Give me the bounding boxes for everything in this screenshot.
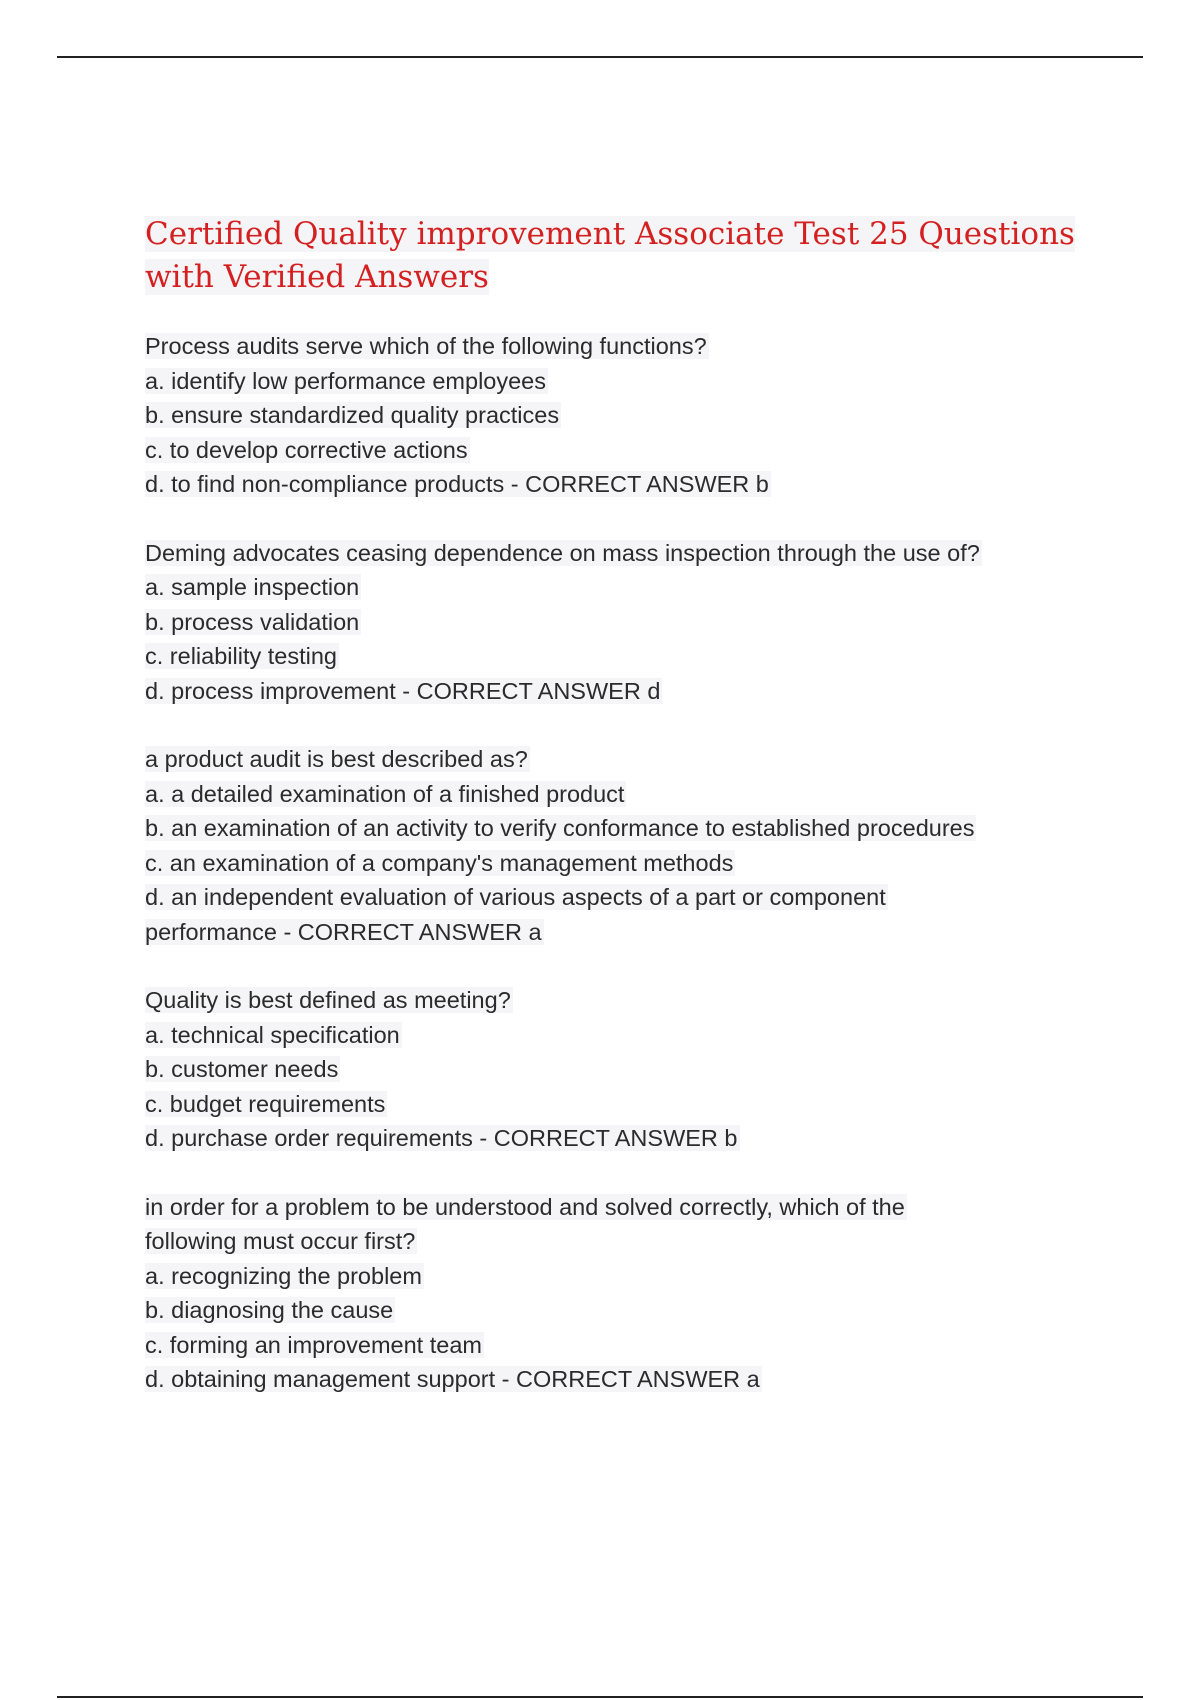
question-text: Deming advocates ceasing dependence on mass inspection through the use of? <box>145 539 980 566</box>
option-c: c. reliability testing <box>145 643 337 669</box>
option-a: a. technical specification <box>145 1021 400 1048</box>
option-a: a. identify low performance employees <box>145 367 547 394</box>
question-text: Quality is best defined as meeting? <box>145 987 511 1013</box>
option-c: c. forming an improvement team <box>145 1331 482 1358</box>
option-d-line-2-answer: performance - CORRECT ANSWER a <box>145 918 542 945</box>
document-title <box>145 213 1105 299</box>
option-a: a. sample inspection <box>145 574 360 600</box>
option-b: b. process validation <box>145 608 360 635</box>
option-c: c. budget requirements <box>145 1090 386 1117</box>
top-rule <box>57 56 1143 58</box>
question-block-2 <box>145 536 1105 709</box>
question-block-4 <box>145 983 1105 1156</box>
option-d-answer: d. to find non-compliance products - CORRECT ANSWER b <box>145 471 769 497</box>
title-line-1: Certified Quality improvement Associate Test 25 Questions <box>145 216 1075 252</box>
question-block-1 <box>145 329 1105 502</box>
option-b: b. ensure standardized quality practices <box>145 402 560 428</box>
option-d-answer: d. purchase order requirements - CORRECT ANSWER b <box>145 1125 738 1151</box>
option-a: a. recognizing the problem <box>145 1262 422 1289</box>
option-c: c. to develop corrective actions <box>145 436 468 463</box>
option-b: b. an examination of an activity to verify conformance to established procedures <box>145 815 975 841</box>
question-block-5 <box>145 1190 1105 1397</box>
option-d-answer: d. process improvement - CORRECT ANSWER d <box>145 677 661 704</box>
question-text: a product audit is best described as? <box>145 746 528 772</box>
option-b: b. customer needs <box>145 1056 339 1082</box>
page-content <box>145 213 1105 1431</box>
option-b: b. diagnosing the cause <box>145 1297 394 1323</box>
bottom-rule <box>57 1696 1143 1698</box>
question-block-3 <box>145 742 1105 949</box>
question-text: Process audits serve which of the following functions? <box>145 333 707 359</box>
question-text-line-2: following must occur first? <box>145 1228 416 1254</box>
option-c: c. an examination of a company's management methods <box>145 849 734 876</box>
option-d-answer: d. obtaining management support - CORRECT ANSWER a <box>145 1366 760 1392</box>
option-a: a. a detailed examination of a finished product <box>145 780 625 807</box>
question-text-line-1: in order for a problem to be understood and solved correctly, which of the <box>145 1193 905 1220</box>
title-line-2: with Verified Answers <box>145 259 489 295</box>
option-d-line-1: d. an independent evaluation of various aspects of a part or component <box>145 884 886 910</box>
